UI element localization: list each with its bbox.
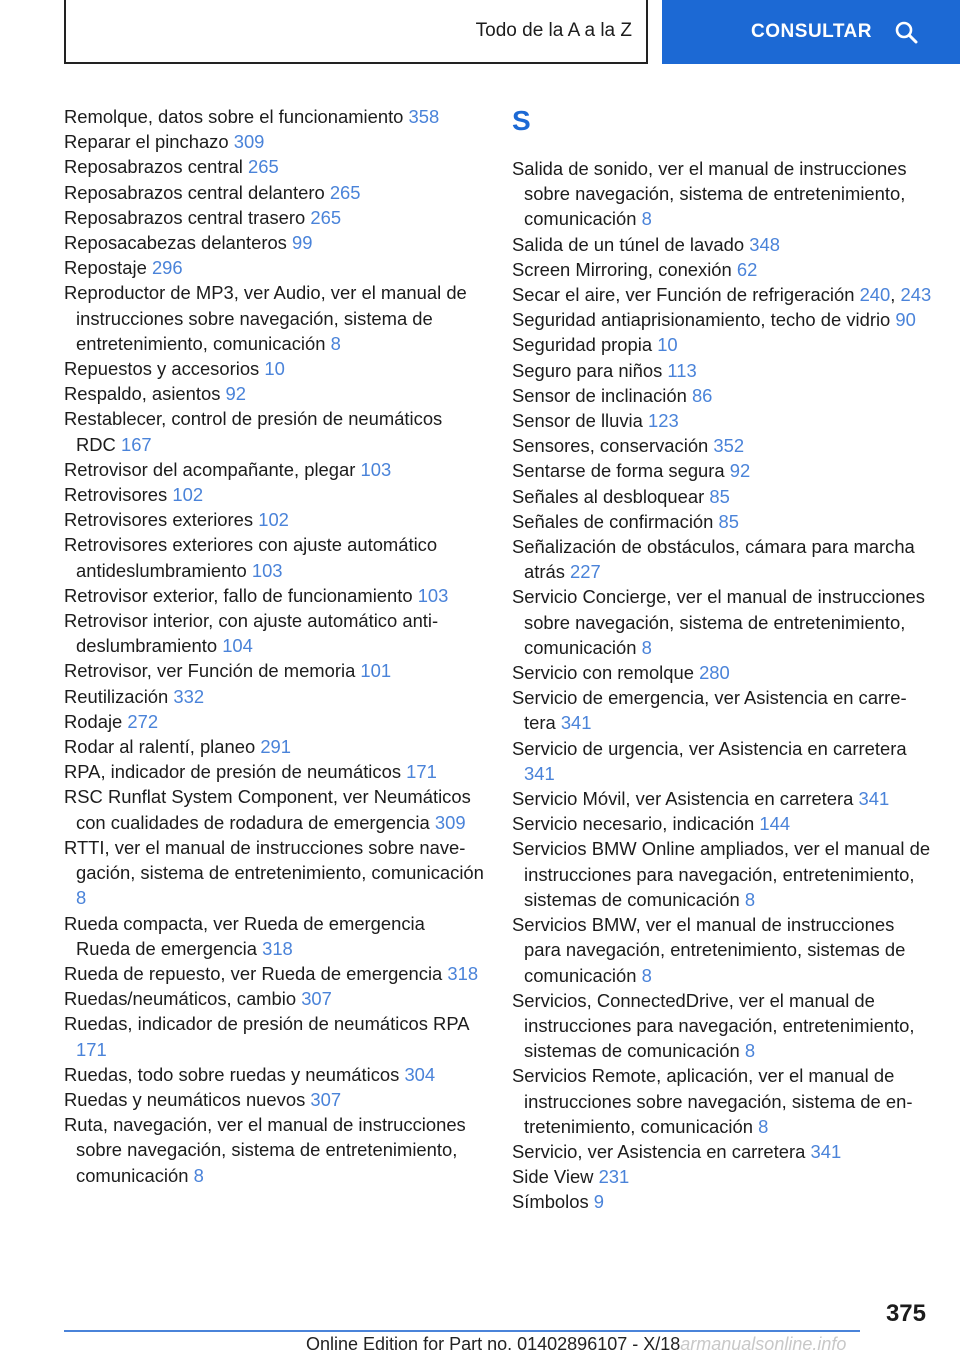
page-link[interactable]: 8: [744, 1040, 756, 1062]
index-entry-text: Remolque, datos sobre el funcionamiento: [64, 106, 404, 127]
page-link[interactable]: 86: [691, 384, 713, 406]
index-entry: [64, 381, 484, 406]
index-entry: [512, 912, 932, 988]
index-entry: [512, 156, 932, 232]
page-link[interactable]: 8: [641, 964, 652, 986]
watermark-text: armanualsonline.info: [680, 1334, 847, 1354]
page-link[interactable]: 62: [736, 258, 758, 280]
index-entry: [64, 406, 484, 456]
index-entry-text: Servicio de urgencia, ver Asistencia en carretera: [512, 737, 907, 759]
index-entry: [512, 1063, 932, 1139]
index-entry-text: Reproductor de MP3, ver Audio, ver el manual de instrucciones sobre navegación, sistema de entretenimiento, comunicación: [64, 282, 467, 354]
index-entry-text: Salida de sonido, ver el manual de instrucciones sobre navegación, sistema de entretenimiento, comunicación: [512, 158, 907, 230]
page-link[interactable]: 318: [262, 937, 293, 959]
index-entry-text: Salida de un túnel de lavado: [512, 233, 745, 255]
index-entry: [512, 509, 932, 534]
page-link[interactable]: 272: [127, 710, 159, 732]
index-entry: [512, 534, 932, 584]
index-entry-text: Sensor de inclinación: [512, 384, 687, 406]
index-entry-text: Screen Mirroring, conexión: [512, 258, 732, 280]
index-entry-text: Ruedas, indicador de presión de neumáticos RPA: [64, 1013, 469, 1035]
index-entry-text: Retrovisores: [64, 484, 168, 506]
page-link[interactable]: 8: [330, 332, 341, 354]
index-entry-text: Respaldo, asientos: [64, 383, 221, 405]
index-entry-text: RSC Runflat System Component, ver Neumáticos con cualidades de rodadura de emergencia: [64, 786, 471, 833]
index-entry-text: Retrovisores exteriores: [64, 509, 254, 531]
consult-tab[interactable]: [662, 0, 960, 64]
page-link[interactable]: 8: [758, 1115, 769, 1137]
index-entry: [512, 685, 932, 735]
page-link[interactable]: 9: [593, 1191, 605, 1213]
index-entry-text: Señalización de obstáculos, cámara para marcha atrás: [512, 536, 915, 583]
page-link[interactable]: 10: [657, 334, 678, 356]
index-entry-text: Reposacabezas delanteros: [64, 232, 287, 254]
index-entry-text: Servicio de emergencia, ver Asistencia en carretera: [512, 687, 907, 734]
index-entry: [64, 608, 484, 658]
index-entry-text: Restablecer, control de presión de neumáticos RDC: [64, 408, 443, 455]
index-entry: [64, 709, 484, 734]
page-link[interactable]: 85: [709, 485, 730, 507]
page-link[interactable]: 90: [895, 309, 916, 331]
page-link[interactable]: 341: [858, 788, 890, 810]
page-link[interactable]: 291: [260, 736, 291, 758]
index-entry-text: Reposabrazos central trasero: [64, 206, 306, 228]
index-entry-text: Servicios BMW, ver el manual de instrucciones para navegación, entretenimiento, sistemas de comunicación: [512, 914, 906, 986]
page-link[interactable]: 171: [76, 1038, 107, 1060]
page-link[interactable]: 104: [222, 635, 253, 657]
page-link[interactable]: 8: [641, 208, 652, 230]
index-entry-text: Reparar el pinchazo: [64, 131, 229, 153]
index-entry-text: Símbolos: [512, 1191, 589, 1213]
index-entry: [512, 232, 932, 257]
index-entry: [64, 255, 484, 280]
footer-edition-text: Online Edition for Part no. 01402896107 - X/18: [306, 1334, 681, 1354]
page-link[interactable]: 123: [647, 410, 679, 432]
index-entry: [64, 961, 484, 986]
index-entry-text: Retrovisor del acompañante, plegar: [64, 458, 356, 480]
index-entry-text: Sentarse de forma segura: [512, 460, 725, 482]
index-entry: [512, 358, 932, 383]
page-link[interactable]: 304: [404, 1063, 436, 1085]
index-entry-text: Servicios, ConnectedDrive, ver el manual de instrucciones para navegación, entretenimiento, sistemas de comunicación: [512, 989, 915, 1062]
index-entry: [64, 734, 484, 759]
index-entry-text: Servicio, ver Asistencia en carretera: [512, 1140, 806, 1162]
search-icon: [894, 20, 918, 44]
index-entry: [64, 784, 484, 834]
page-link[interactable]: 92: [225, 383, 247, 405]
page-link[interactable]: 318: [447, 962, 479, 984]
page-link[interactable]: 113: [667, 359, 697, 381]
index-entry: [64, 482, 484, 507]
page-link[interactable]: 99: [292, 232, 313, 254]
index-entry: [64, 583, 484, 608]
index-entry-text: Secar el aire, ver Función de refrigeración: [512, 284, 855, 306]
index-entry: [64, 180, 484, 205]
index-entry: [64, 835, 484, 911]
index-entry: [64, 205, 484, 230]
index-entry: [512, 1189, 932, 1214]
page-link[interactable]: 103: [417, 584, 449, 606]
index-list-right: [512, 156, 932, 1215]
page-link[interactable]: 102: [258, 509, 289, 531]
index-entry-text: Rueda compacta, ver Rueda de emergencia Rueda de emergencia: [64, 912, 425, 959]
index-entry-text: Ruta, navegación, ver el manual de instrucciones sobre navegación, sistema de entretenimiento, comunicación: [64, 1114, 466, 1186]
page-link[interactable]: 227: [570, 561, 601, 583]
index-entry: [64, 658, 484, 683]
index-entry: [64, 356, 484, 381]
tab-a-to-z-label: Todo de la A a la Z: [475, 20, 632, 41]
page-link[interactable]: 243: [900, 284, 932, 306]
page-link[interactable]: 103: [251, 559, 283, 581]
page-link[interactable]: 85: [718, 510, 739, 532]
page-link[interactable]: 231: [598, 1166, 630, 1188]
index-entry: [512, 811, 932, 836]
index-entry: [512, 383, 932, 408]
index-entry: [512, 307, 932, 332]
index-entry: [512, 660, 932, 685]
index-entry: [512, 736, 932, 786]
index-entry: [64, 104, 484, 129]
index-entry-text: Servicio Móvil, ver Asistencia en carretera: [512, 788, 854, 810]
page-link[interactable]: 167: [120, 433, 152, 455]
index-entry: [512, 988, 932, 1064]
index-entry-text: Reposabrazos central: [64, 156, 243, 178]
index-entry-text: Repostaje: [64, 257, 147, 279]
index-entry-text: RPA, indicador de presión de neumáticos: [64, 761, 402, 783]
index-entry: [64, 1011, 484, 1061]
index-entry-text: Servicios BMW Online ampliados, ver el manual de instrucciones para navegación, entretenimiento, sistemas de comunicación: [512, 838, 931, 910]
index-entry: [512, 458, 932, 483]
page-link[interactable]: 144: [759, 813, 791, 835]
index-entry-text: Repuestos y accesorios: [64, 358, 260, 380]
index-entry-text: Rueda de repuesto, ver Rueda de emergencia: [64, 962, 443, 984]
index-entry-text: Ruedas/neumáticos, cambio: [64, 988, 297, 1010]
index-entry: [64, 230, 484, 255]
index-entry-text: Retrovisor interior, con ajuste automático antideslumbramiento: [64, 610, 439, 657]
index-column-left: [64, 104, 484, 1188]
index-entry: [64, 154, 484, 179]
index-entry-text: Ruedas, todo sobre ruedas y neumáticos: [64, 1063, 400, 1085]
page-link[interactable]: 265: [329, 181, 361, 203]
page-link[interactable]: 265: [310, 206, 342, 228]
index-entry-text: Retrovisores exteriores con ajuste automático antideslumbramiento: [64, 534, 438, 581]
page-link[interactable]: 352: [713, 435, 745, 457]
page-link[interactable]: 341: [810, 1140, 842, 1162]
page-link[interactable]: 309: [434, 811, 466, 833]
index-entry: [512, 786, 932, 811]
index-entry: [64, 129, 484, 154]
index-column-right: [512, 104, 932, 1215]
index-entry: [512, 484, 932, 509]
index-entry: [512, 1139, 932, 1164]
index-entry-text: Seguridad antiaprisionamiento, techo de vidrio: [512, 309, 891, 331]
page-link[interactable]: 280: [699, 662, 730, 684]
index-entry-text: Señales de confirmación: [512, 510, 714, 532]
index-entry-text: Reutilización: [64, 685, 169, 707]
page-link[interactable]: 341: [560, 712, 592, 734]
page-link[interactable]: 92: [729, 460, 751, 482]
index-entry-text: Sensor de lluvia: [512, 410, 643, 432]
page-link[interactable]: 10: [264, 358, 285, 380]
index-entry: [64, 986, 484, 1011]
page-link[interactable]: 296: [151, 257, 183, 279]
page-link[interactable]: 8: [744, 888, 756, 910]
index-entry-text: Retrovisor, ver Función de memoria: [64, 660, 356, 682]
index-entry: [64, 280, 484, 356]
section-letter: S: [512, 105, 531, 136]
index-entry: [64, 532, 484, 582]
index-entry-text: Servicio con remolque: [512, 662, 694, 684]
page-link[interactable]: 8: [193, 1164, 204, 1186]
index-entry: [512, 836, 932, 912]
index-entry: [512, 408, 932, 433]
index-entry: [64, 759, 484, 784]
index-entry-text: Seguridad propia: [512, 334, 653, 356]
footer-divider: [64, 1330, 860, 1332]
index-entry-text: Sensores, conservación: [512, 435, 709, 457]
index-entry: [64, 911, 484, 961]
index-entry: Secar el aire, ver Función de refrigeración 240, 243: [512, 284, 932, 306]
page-link[interactable]: 332: [173, 685, 205, 707]
index-entry: [64, 457, 484, 482]
index-entry-text: Servicio Concierge, ver el manual de instrucciones sobre navegación, sistema de entretenimiento, comunicación: [512, 586, 925, 658]
page-link[interactable]: 103: [360, 458, 392, 480]
index-entry: [512, 257, 932, 282]
index-entry-text: Retrovisor exterior, fallo de funcionamiento: [64, 584, 413, 606]
page-link[interactable]: 102: [172, 484, 204, 506]
index-entry-text: Rodar al ralentí, planeo: [64, 736, 256, 758]
index-entry-text: Reposabrazos central delantero: [64, 181, 325, 203]
page-link[interactable]: 101: [360, 660, 392, 682]
page-link[interactable]: 309: [233, 131, 265, 153]
index-entry-text: Side View: [512, 1166, 594, 1188]
index-entry: [64, 1062, 484, 1087]
index-entry: [64, 684, 484, 709]
page-link[interactable]: 307: [301, 988, 332, 1010]
page-number: 375: [885, 1300, 926, 1327]
index-entry-text: Servicio necesario, indicación: [512, 813, 755, 835]
page-link[interactable]: 8: [76, 887, 87, 909]
index-entry: [64, 1087, 484, 1112]
page-link[interactable]: 358: [408, 106, 440, 127]
index-entry: [512, 1164, 932, 1189]
index-entry: [512, 433, 932, 458]
index-entry-text: Seguro para niños: [512, 359, 663, 381]
page-link[interactable]: 8: [641, 636, 652, 658]
tab-a-to-z[interactable]: [64, 0, 648, 64]
index-entry-text: Señales al desbloquear: [512, 485, 705, 507]
index-entry-text: Rodaje: [64, 710, 123, 732]
page-link[interactable]: 240: [859, 284, 891, 306]
footer: [306, 1334, 846, 1355]
page-link[interactable]: 348: [749, 233, 780, 255]
page-link[interactable]: 307: [310, 1088, 342, 1110]
page-link[interactable]: 341: [524, 762, 555, 784]
index-entry: [64, 1112, 484, 1188]
index-entry: [512, 332, 932, 357]
index-entry-text: RTTI, ver el manual de instrucciones sobre navegación, sistema de entretenimiento, comunicación: [64, 836, 484, 884]
consult-tab-label: CONSULTAR: [751, 21, 872, 42]
index-entry: [512, 584, 932, 660]
index-entry-text: Ruedas y neumáticos nuevos: [64, 1088, 306, 1110]
index-entry: [64, 507, 484, 532]
index-entry-text: Servicios Remote, aplicación, ver el manual de instrucciones sobre navegación, sistema de entretenimiento, comunicación: [512, 1065, 913, 1137]
page-link[interactable]: 171: [406, 761, 437, 783]
page-link[interactable]: 265: [248, 156, 279, 178]
